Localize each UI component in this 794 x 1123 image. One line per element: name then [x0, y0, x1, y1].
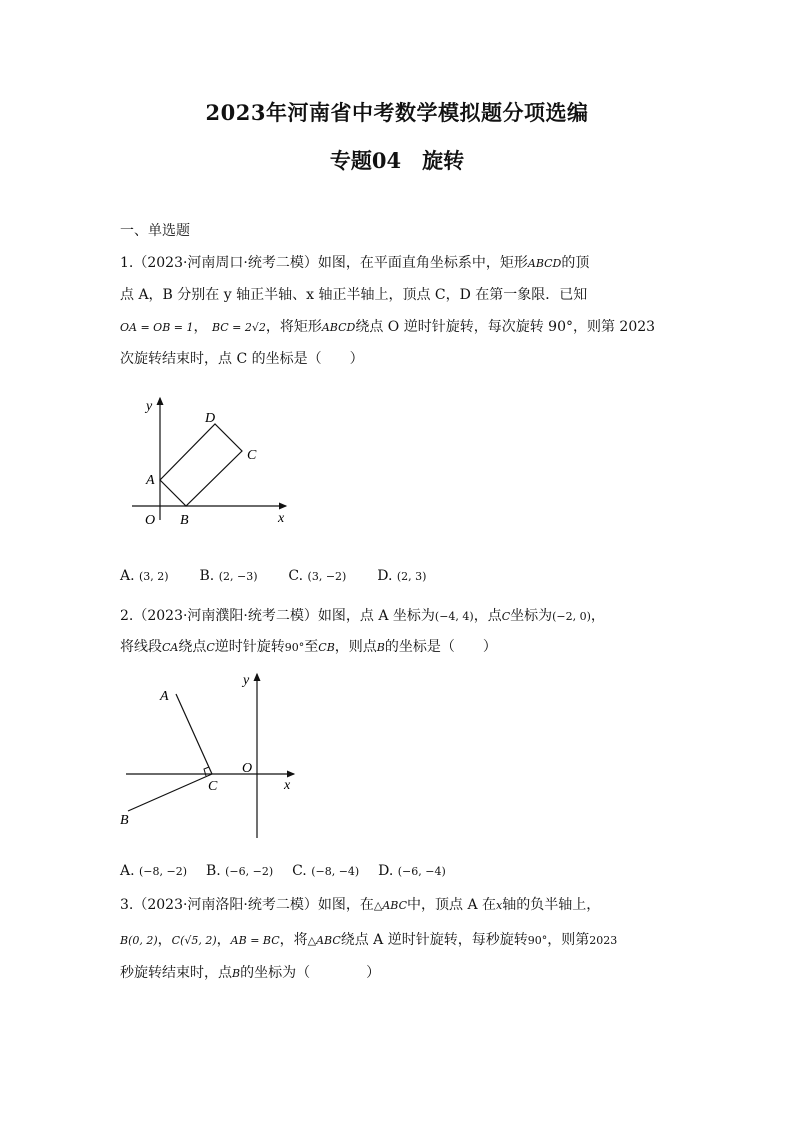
- q3-line-2: B(0, 2)，C(√5, 2)，AB = BC，将△ABC绕点 A 逆时针旋转，每秒旋转90°，则第2023: [120, 932, 618, 948]
- q3-line-3: 秒旋转结束时，点B的坐标为（ ）: [120, 965, 381, 981]
- q1-label-a: A: [146, 473, 155, 488]
- q2-label-x: x: [284, 778, 291, 793]
- q1-label-o: O: [145, 513, 156, 528]
- q2-option-c[interactable]: C. (−8, −4): [292, 863, 360, 879]
- q3-line-1: 3.（2023·河南洛阳·统考二模）如图，在△ABC中，顶点 A 在x轴的负半轴上，: [120, 897, 601, 913]
- q1-option-c[interactable]: C. (3, −2): [288, 568, 347, 584]
- q1-rectangle: [160, 424, 242, 506]
- q2-figure: [118, 668, 308, 838]
- section-heading: 一、单选题: [120, 223, 190, 239]
- page-title: 2023年河南省中考数学模拟题分项选编: [205, 100, 589, 125]
- q2-segment-cb: [128, 774, 212, 811]
- q1-label-y: y: [146, 399, 153, 414]
- q1-line-3: OA = OB = 1， BC = 2√2，将矩形ABCD绕点 O 逆时针旋转，每次旋转 90°，则第 2023: [120, 319, 656, 335]
- q1-option-d[interactable]: D. (2, 3): [377, 568, 427, 584]
- q2-options: [120, 861, 446, 882]
- q2-option-d[interactable]: D. (−6, −4): [378, 863, 446, 879]
- q2-line-1: 2.（2023·河南濮阳·统考二模）如图，点 A 坐标为(−4, 4)，点C坐标为(−2, 0)，: [120, 608, 605, 624]
- page-subtitle: 专题04 旋转: [329, 148, 465, 173]
- q1-line-2: 点 A，B 分别在 y 轴正半轴、x 轴正半轴上，顶点 C，D 在第一象限．已知: [120, 287, 588, 303]
- q2-option-b[interactable]: B. (−6, −2): [205, 863, 274, 879]
- q1-line-1: 1.（2023·河南周口·统考二模）如图，在平面直角坐标系中，矩形ABCD的顶: [120, 255, 590, 271]
- q1-label-d: D: [205, 411, 216, 426]
- q1-line-4: 次旋转结束时，点 C 的坐标是（ ）: [120, 351, 364, 367]
- q1-figure: [128, 392, 298, 532]
- q2-line-2: 将线段CA绕点C逆时针旋转90°至CB，则点B的坐标是（ ）: [120, 639, 497, 655]
- q1-option-a[interactable]: A. (3, 2): [120, 568, 169, 584]
- q2-label-c: C: [208, 779, 218, 794]
- q2-label-o: O: [242, 761, 253, 776]
- q2-right-angle-mark: [204, 767, 209, 776]
- q1-label-x: x: [278, 511, 285, 526]
- q1-label-c: C: [247, 448, 257, 463]
- q2-label-b: B: [120, 813, 129, 828]
- q2-label-y: y: [243, 673, 250, 688]
- q1-label-b: B: [180, 513, 189, 528]
- q1-options: [120, 566, 426, 587]
- q2-option-a[interactable]: A. (−8, −2): [120, 863, 188, 879]
- q1-option-b[interactable]: B. (2, −3): [199, 568, 258, 584]
- q2-label-a: A: [160, 689, 169, 704]
- q2-segment-ca: [176, 694, 212, 774]
